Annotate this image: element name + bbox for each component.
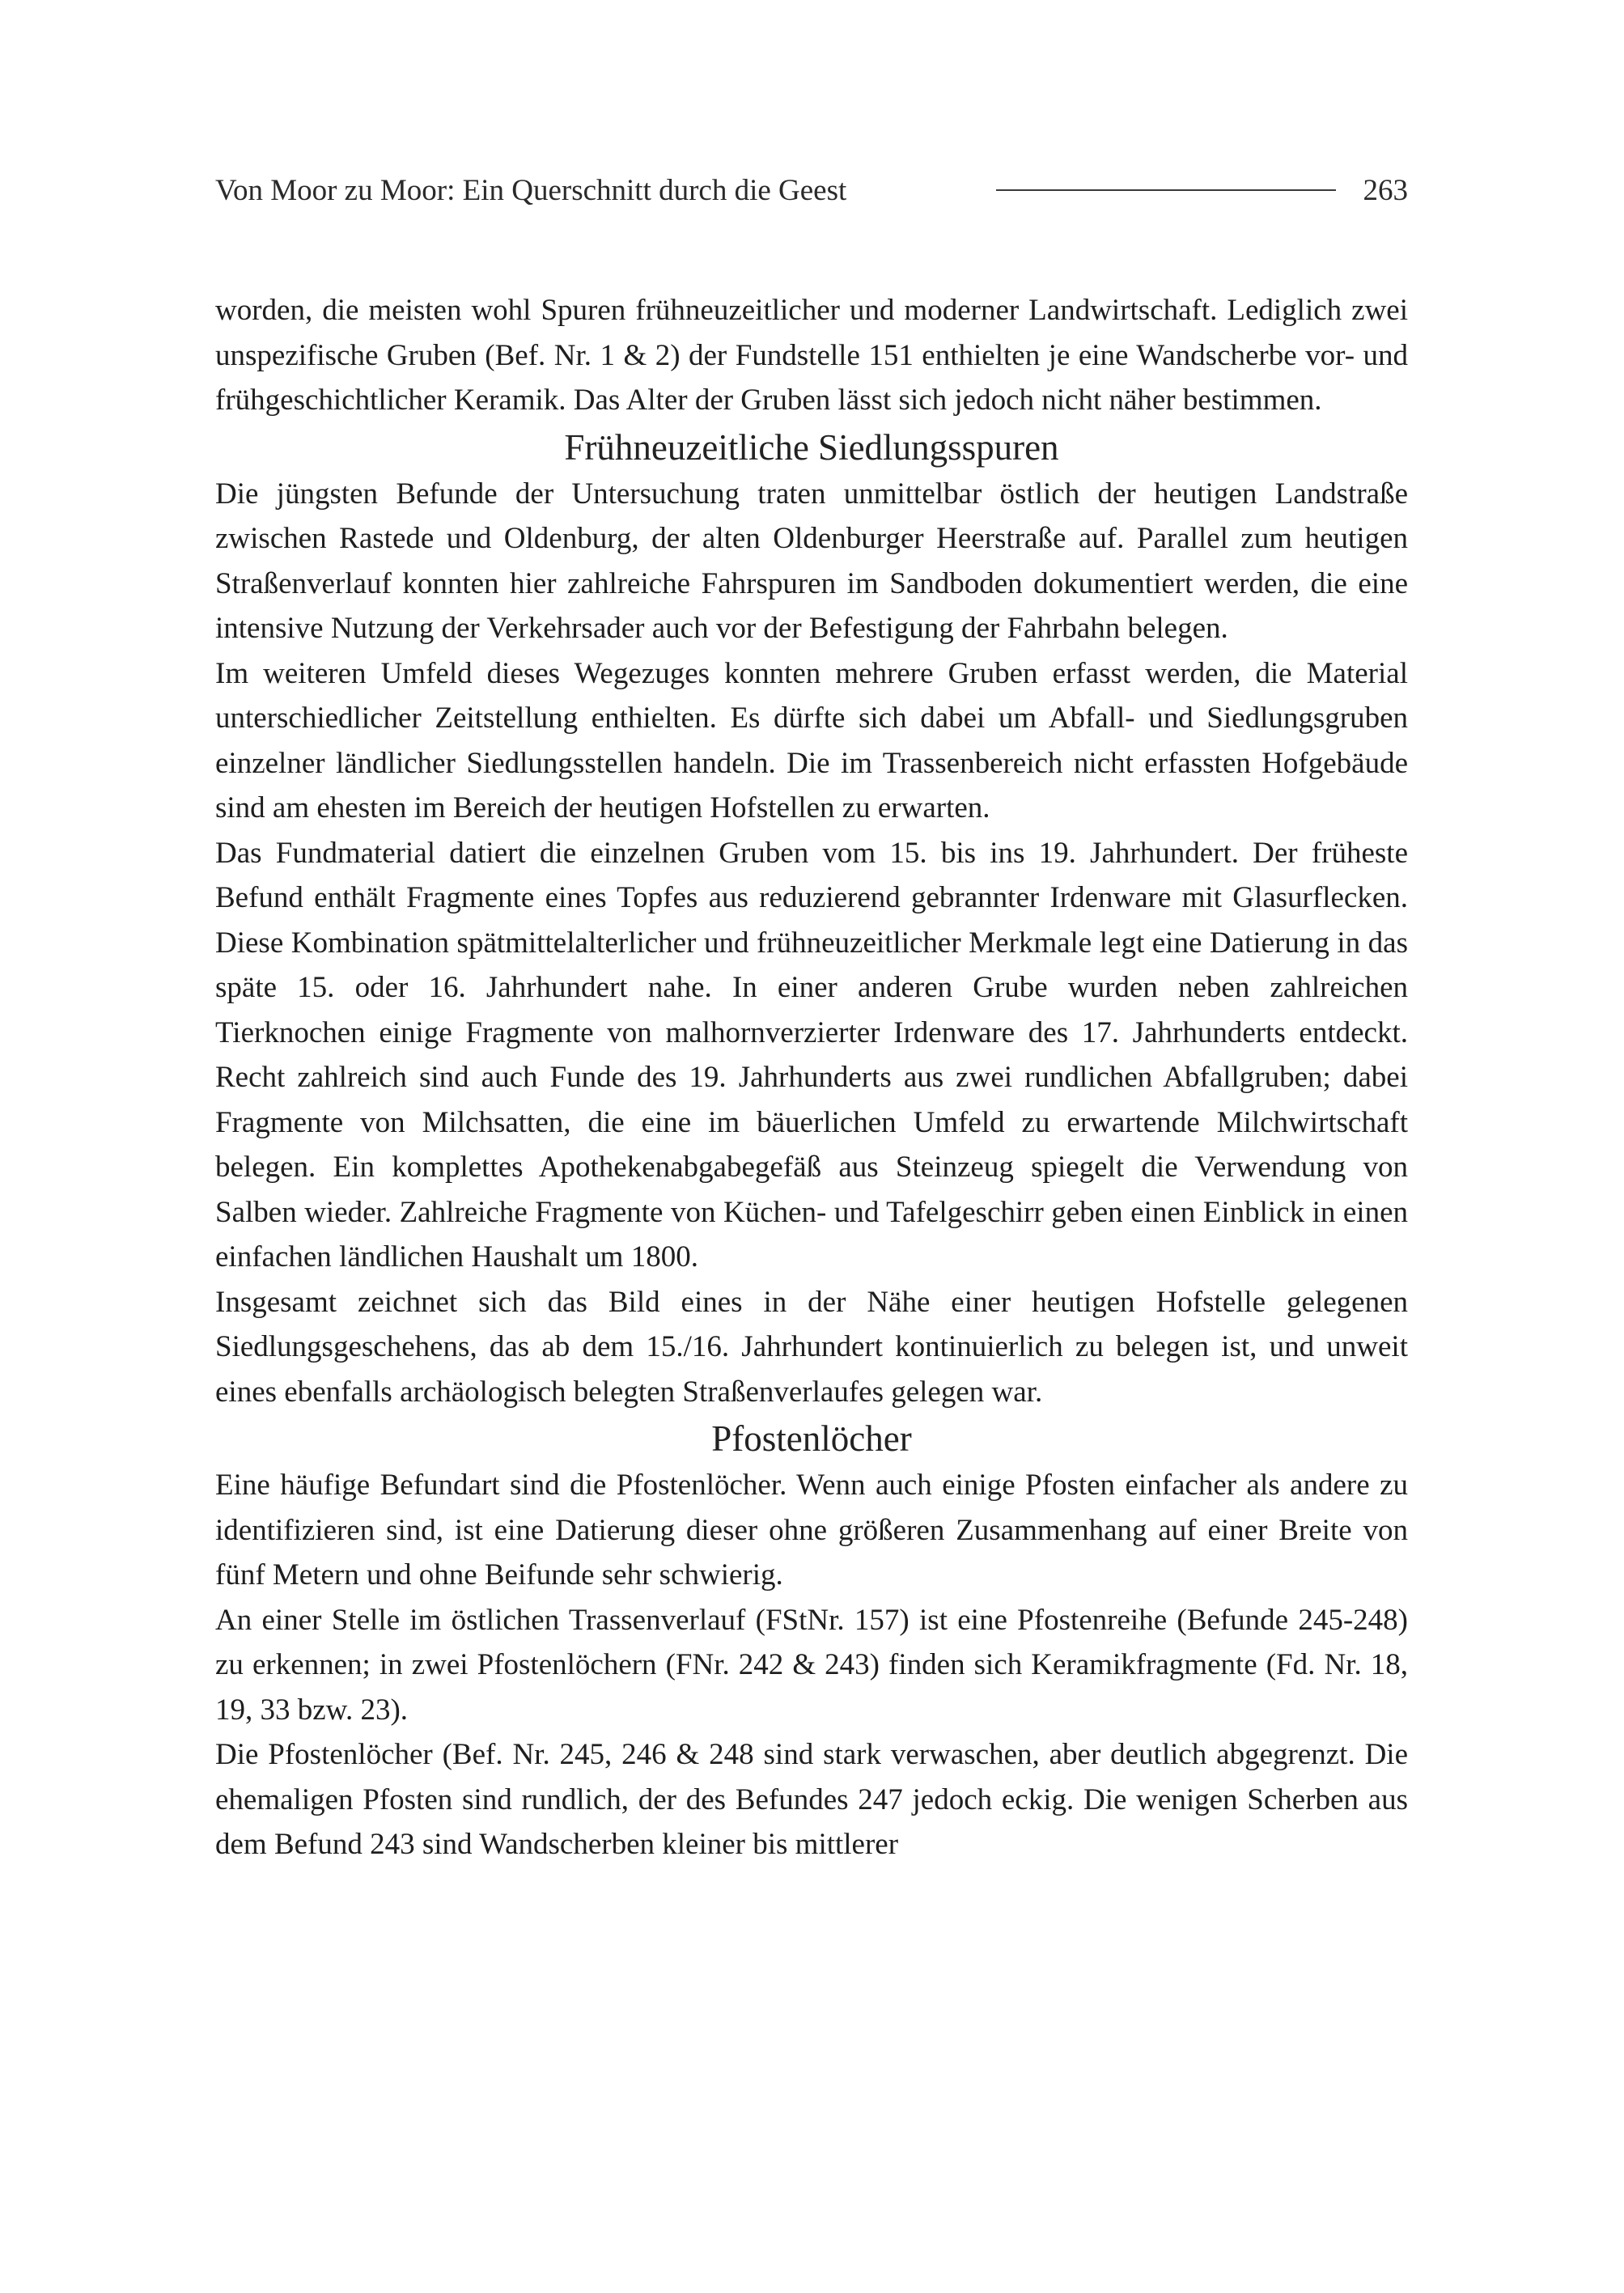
running-title: Von Moor zu Moor: Ein Querschnitt durch die Geest xyxy=(215,173,847,207)
section-heading-pfostenloecher: Pfostenlöcher xyxy=(711,1418,912,1459)
section-body-pfostenloecher xyxy=(215,1463,1408,1867)
paragraph: An einer Stelle im östlichen Trassenverlauf (FStNr. 157) ist eine Pfostenreihe (Befunde 245-248) zu erkennen; in zwei Pfostenlöchern (FNr. 242 & 243) finden sich Keramikfragmente (Fd. Nr. 18, 19, 33 bzw. 23). xyxy=(215,1603,1408,1727)
page-number: 263 xyxy=(1363,173,1408,207)
section-body-fruehneuzeitliche-siedlungsspuren xyxy=(215,472,1408,1415)
paragraph: Im weiteren Umfeld dieses Wegezuges konnten mehrere Gruben erfasst werden, die Material unterschiedlicher Zeitstellung enthielten. Es dürfte sich dabei um Abfall- und Siedlungsgruben einzelner ländlicher Siedlungsstellen handeln. Die im Trassenbereich nicht erfassten Hofgebäude sind am ehesten im Bereich der heutigen Hofstellen zu erwarten. xyxy=(215,656,1408,824)
section-heading-fruehneuzeitliche-siedlungsspuren: Frühneuzeitliche Siedlungsspuren xyxy=(564,426,1059,468)
paragraph: Das Fundmaterial datiert die einzelnen Gruben vom 15. bis ins 19. Jahrhundert. Der früheste Befund enthält Fragmente eines Topfes aus reduzierend gebrannter Irdenware mit Glasurflecken. Diese Kombination spätmittelalterlicher und frühneuzeitlicher Merkmale legt eine Datierung in das späte 15. oder 16. Jahrhundert nahe. In einer anderen Grube wurden neben zahlreichen Tierknochen einige Fragmente von malhornverzierter Irdenware des 17. Jahrhunderts entdeckt. Recht zahlreich sind auch Funde des 19. Jahrhunderts aus zwei rundlichen Abfallgruben; dabei Fragmente von Milchsatten, die eine im bäuerlichen Umfeld zu erwartende Milchwirtschaft belegen. Ein komplettes Apothekenabgabegefäß aus Steinzeug spiegelt die Verwendung von Salben wieder. Zahlreiche Fragmente von Küchen- und Tafelgeschirr geben einen Einblick in einen einfachen ländlichen Haushalt um 1800. xyxy=(215,836,1408,1274)
paragraph: Die jüngsten Befunde der Untersuchung traten unmittelbar östlich der heutigen Landstraße zwischen Rastede und Oldenburg, der alten Oldenburger Heerstraße auf. Parallel zum heutigen Straßenverlauf konnten hier zahlreiche Fahrspuren im Sandboden dokumentiert werden, die eine intensive Nutzung der Verkehrsader auch vor der Befestigung der Fahrbahn belegen. xyxy=(215,477,1408,645)
running-header xyxy=(215,170,1408,210)
paragraph: worden, die meisten wohl Spuren frühneuzeitlicher und moderner Landwirtschaft. Lediglich zwei unspezifische Gruben (Bef. Nr. 1 & 2) der Fundstelle 151 enthielten je eine Wandscherbe vor- und frühgeschichtlicher Keramik. Das Alter der Gruben lässt sich jedoch nicht näher bestimmen. xyxy=(215,294,1408,417)
paragraph: Die Pfostenlöcher (Bef. Nr. 245, 246 & 248 sind stark verwaschen, aber deutlich abgegrenzt. Die ehemaligen Pfosten sind rundlich, der des Befundes 247 jedoch eckig. Die wenigen Scherben aus dem Befund 243 sind Wandscherben kleiner bis mittlerer xyxy=(215,1738,1408,1861)
book-page xyxy=(215,170,1408,1867)
paragraph: Eine häufige Befundart sind die Pfostenlöcher. Wenn auch einige Pfosten einfacher als andere zu identifizieren sind, ist eine Datierung dieser ohne größeren Zusammenhang auf einer Breite von fünf Metern und ohne Beifunde sehr schwierig. xyxy=(215,1469,1408,1592)
header-rule xyxy=(996,189,1336,191)
intro-text xyxy=(215,288,1408,423)
paragraph: Insgesamt zeichnet sich das Bild eines in der Nähe einer heutigen Hofstelle gelegenen Siedlungsgeschehens, das ab dem 15./16. Jahrhundert kontinuierlich zu belegen ist, und unweit eines ebenfalls archäologisch belegten Straßenverlaufes gelegen war. xyxy=(215,1285,1408,1409)
